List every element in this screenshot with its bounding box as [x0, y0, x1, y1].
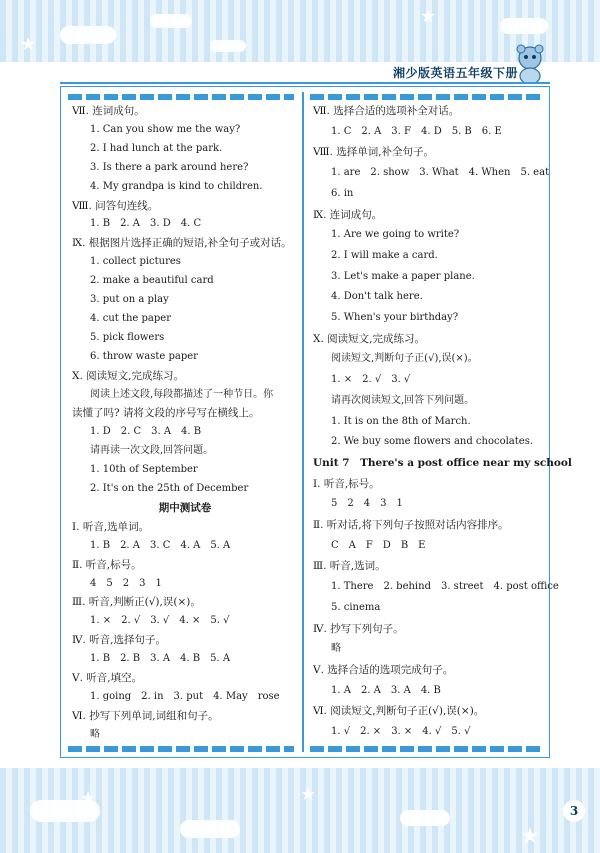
question-heading: Ⅹ. 阅读短文,完成练习。 [313, 332, 425, 345]
answer-line: 1. going 2. in 3. put 4. May rose [90, 690, 280, 702]
answer-line: 5. When's your birthday? [331, 312, 459, 323]
book-title: 湘少版英语五年级下册 [392, 66, 518, 80]
answer-line: 1. √ 2. × 3. × 4. √ 5. √ [331, 726, 471, 737]
answer-line: 1. Are we going to write? [331, 229, 460, 241]
answer-line: 1. B 2. B 3. A 4. B 5. A [90, 653, 231, 665]
answer-line: 请再读一次文段,回答问题。 [90, 445, 214, 457]
cloud-icon [150, 14, 192, 28]
answer-line: 5 2 4 3 1 [331, 498, 403, 510]
answer-line: 2. make a beautiful card [90, 275, 214, 287]
answer-line: 4. cut the paper [90, 312, 171, 324]
cloud-icon [500, 18, 548, 34]
star-icon: ★ [300, 784, 317, 805]
question-heading: Ⅰ. 听音,标号。 [313, 477, 380, 490]
question-heading: Ⅶ. 选择合适的选项补全对话。 [313, 105, 460, 117]
answer-line: 1. It is on the 8th of March. [331, 415, 471, 427]
question-heading: Ⅵ. 抄写下列单词,词组和句子。 [72, 709, 219, 722]
answer-line: 4. My grandpa is kind to children. [90, 180, 263, 192]
answer-line: 5. cinema [331, 601, 381, 613]
question-heading: Ⅹ. 阅读短文,完成练习。 [72, 369, 184, 382]
cloud-icon [210, 40, 246, 52]
cloud-icon [60, 26, 116, 44]
answer-line: 1. are 2. show 3. What 4. When 5. eat [331, 167, 550, 179]
answer-line: 4 5 2 3 1 [90, 577, 162, 589]
page-number: 3 [563, 800, 585, 822]
section-heading: 期中测试卷 [158, 501, 212, 514]
section-heading: Unit 7 There's a post office near my school [313, 456, 572, 469]
cloud-icon [400, 810, 450, 826]
answer-line: 2. It's on the 25th of December [90, 483, 249, 494]
star-icon: ★ [420, 6, 437, 27]
question-heading: Ⅷ. 问答句连线。 [72, 199, 159, 212]
answer-line: 1. C 2. A 3. F 4. D 5. B 6. E [331, 125, 502, 137]
star-icon: ★ [20, 34, 37, 55]
answer-line: 3. put on a play [90, 294, 169, 305]
answer-line: 6. in [331, 187, 354, 199]
answer-line: 6. throw waste paper [90, 350, 198, 362]
answer-line: 1. collect pictures [90, 256, 181, 268]
question-heading: Ⅵ. 阅读短文,判断句子正(√),误(×)。 [313, 705, 485, 718]
question-heading: Ⅸ. 根据图片选择正确的短语,补全句子或对话。 [72, 237, 292, 250]
answer-line: 略 [90, 728, 100, 740]
answer-line: 2. I will make a card. [331, 249, 438, 261]
answer-line: 阅读上述文段,每段都描述了一种节日。你 [90, 388, 274, 400]
answer-line: 请再次阅读短文,回答下列问题。 [331, 394, 475, 406]
question-heading: Ⅰ. 听音,选单词。 [72, 520, 150, 533]
answer-line: C A F D B E [331, 539, 426, 551]
question-heading: Ⅲ. 听音,选词。 [313, 560, 386, 573]
answer-line: 2. We buy some flowers and chocolates. [331, 436, 534, 448]
question-heading: Ⅳ. 听音,选择句子。 [72, 634, 167, 647]
question-heading: Ⅱ. 听音,标号。 [72, 558, 142, 571]
star-icon: ★ [80, 788, 97, 809]
question-heading: 读懂了吗? 请将文段的序号写在横线上。 [72, 407, 260, 420]
question-heading: Ⅴ. 选择合适的选项完成句子。 [313, 663, 454, 676]
answer-line: 1. 10th of September [90, 464, 198, 476]
answer-line: 2. I had lunch at the park. [90, 142, 223, 154]
answer-line: 4. Don't talk here. [331, 291, 423, 303]
question-heading: Ⅲ. 听音,判断正(√),误(×)。 [72, 596, 201, 609]
question-heading: Ⅶ. 连词成句。 [72, 105, 145, 117]
answer-line: 阅读短文,判断句子正(√),误(×)。 [331, 353, 478, 365]
answer-line: 5. pick flowers [90, 331, 165, 343]
question-heading: Ⅷ. 选择单词,补全句子。 [313, 146, 435, 159]
answer-line: 1. Can you show me the way? [90, 123, 241, 135]
question-heading: Ⅱ. 听对话,将下列句子按照对话内容排序。 [313, 519, 509, 531]
question-heading: Ⅳ. 抄写下列句子。 [313, 622, 404, 635]
question-heading: Ⅴ. 听音,填空。 [72, 672, 143, 684]
answer-line: 3. Let's make a paper plane. [331, 270, 475, 282]
column-divider [302, 92, 304, 752]
answer-line: 3. Is there a park around here? [90, 161, 249, 173]
decorative-tag-strip [68, 746, 294, 752]
cloud-icon [180, 820, 240, 838]
answer-line: 1. B 2. A 3. C 4. A 5. A [90, 539, 231, 551]
star-icon: ★ [520, 824, 540, 849]
answer-line: 1. × 2. √ 3. √ 4. × 5. √ [90, 615, 230, 627]
header-rule [60, 82, 550, 84]
decorative-tag-strip [68, 94, 294, 100]
question-heading: Ⅸ. 连词成句。 [313, 208, 383, 221]
answer-line: 1. B 2. A 3. D 4. C [90, 218, 202, 230]
answer-line: 1. × 2. √ 3. √ [331, 374, 411, 386]
decorative-tag-strip [310, 94, 542, 100]
answer-line: 1. D 2. C 3. A 4. B [90, 426, 202, 438]
decorative-tag-strip [310, 746, 542, 752]
answer-line: 1. A 2. A 3. A 4. B [331, 684, 441, 696]
answer-line: 1. There 2. behind 3. street 4. post office [331, 581, 559, 593]
answer-line: 略 [331, 643, 341, 655]
